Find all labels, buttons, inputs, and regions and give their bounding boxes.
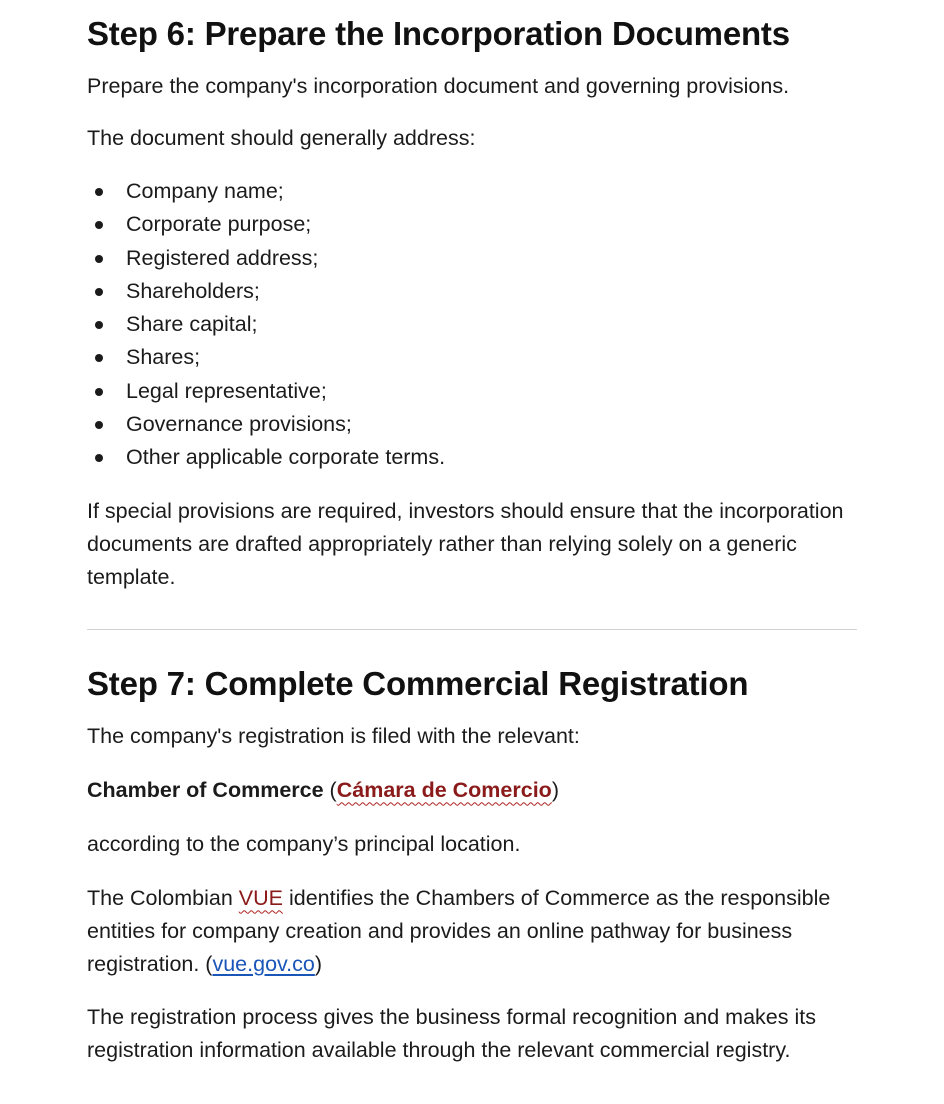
list-item: [87, 208, 857, 241]
chamber-spanish-term: Cámara de Comercio: [336, 777, 552, 802]
list-item-text: Registered address;: [126, 245, 319, 270]
list-item-text: Corporate purpose;: [126, 212, 312, 237]
list-item: [87, 242, 857, 275]
list-item-text: Shares;: [126, 345, 201, 370]
incorporation-topics-list: [87, 175, 857, 475]
step-7-location: according to the company’s principal location.: [87, 831, 521, 856]
step-6-intro: Prepare the company's incorporation document and governing provisions.: [87, 74, 790, 98]
list-item-text: Shareholders;: [126, 278, 260, 303]
vue-gov-link[interactable]: vue.gov.co: [212, 951, 315, 976]
step-7-final: The registration process gives the business formal recognition and makes its registration information available through the relevant commercial registry.: [87, 1004, 816, 1062]
list-item: [87, 375, 857, 408]
bullet-icon: [95, 388, 103, 396]
bullet-icon: [95, 288, 103, 296]
list-item-text: Company name;: [126, 179, 284, 203]
list-item: [87, 175, 857, 208]
list-item: [87, 408, 857, 441]
vue-term: VUE: [238, 885, 283, 910]
section-divider: [87, 629, 857, 630]
bullet-icon: [95, 421, 103, 429]
vue-paragraph: [87, 882, 857, 981]
step-7-heading: Step 7: Complete Commercial Registration: [87, 664, 749, 702]
chamber-of-commerce-line: [87, 774, 857, 807]
list-item-text: Share capital;: [126, 312, 258, 337]
list-item: [87, 275, 857, 308]
chamber-open-paren: (: [323, 777, 337, 802]
list-item: [87, 441, 857, 474]
list-item-text: Other applicable corporate terms.: [126, 445, 446, 470]
bullet-icon: [95, 354, 103, 362]
list-item-text: Legal representative;: [126, 378, 327, 403]
list-item: [87, 341, 857, 374]
step-7-intro: The company's registration is filed with the relevant:: [87, 723, 580, 748]
step-6-closing: If special provisions are required, investors should ensure that the incorporation documents are drafted appropriately rather than relying solely on a generic template.: [87, 498, 844, 589]
vue-text-post: identifies the Chambers of Commerce as the responsible entities for company creation and provides an online pathway for business registration. (: [87, 885, 831, 976]
list-item: [87, 308, 857, 341]
chamber-close-paren: ): [551, 777, 559, 802]
bullet-icon: [95, 221, 103, 229]
step-6-heading: Step 6: Prepare the Incorporation Documents: [87, 15, 790, 52]
vue-text-end: ): [314, 951, 323, 976]
step-6-section: [87, 12, 857, 594]
bullet-icon: [95, 188, 103, 196]
list-item-text: Governance provisions;: [126, 412, 352, 437]
bullet-icon: [95, 321, 103, 329]
vue-text-pre: The Colombian: [87, 885, 239, 910]
bullet-icon: [95, 255, 103, 263]
step-7-section: [87, 662, 857, 1067]
step-6-lead: The document should generally address:: [87, 126, 476, 150]
bullet-icon: [95, 454, 103, 462]
chamber-label: Chamber of Commerce: [87, 777, 324, 802]
